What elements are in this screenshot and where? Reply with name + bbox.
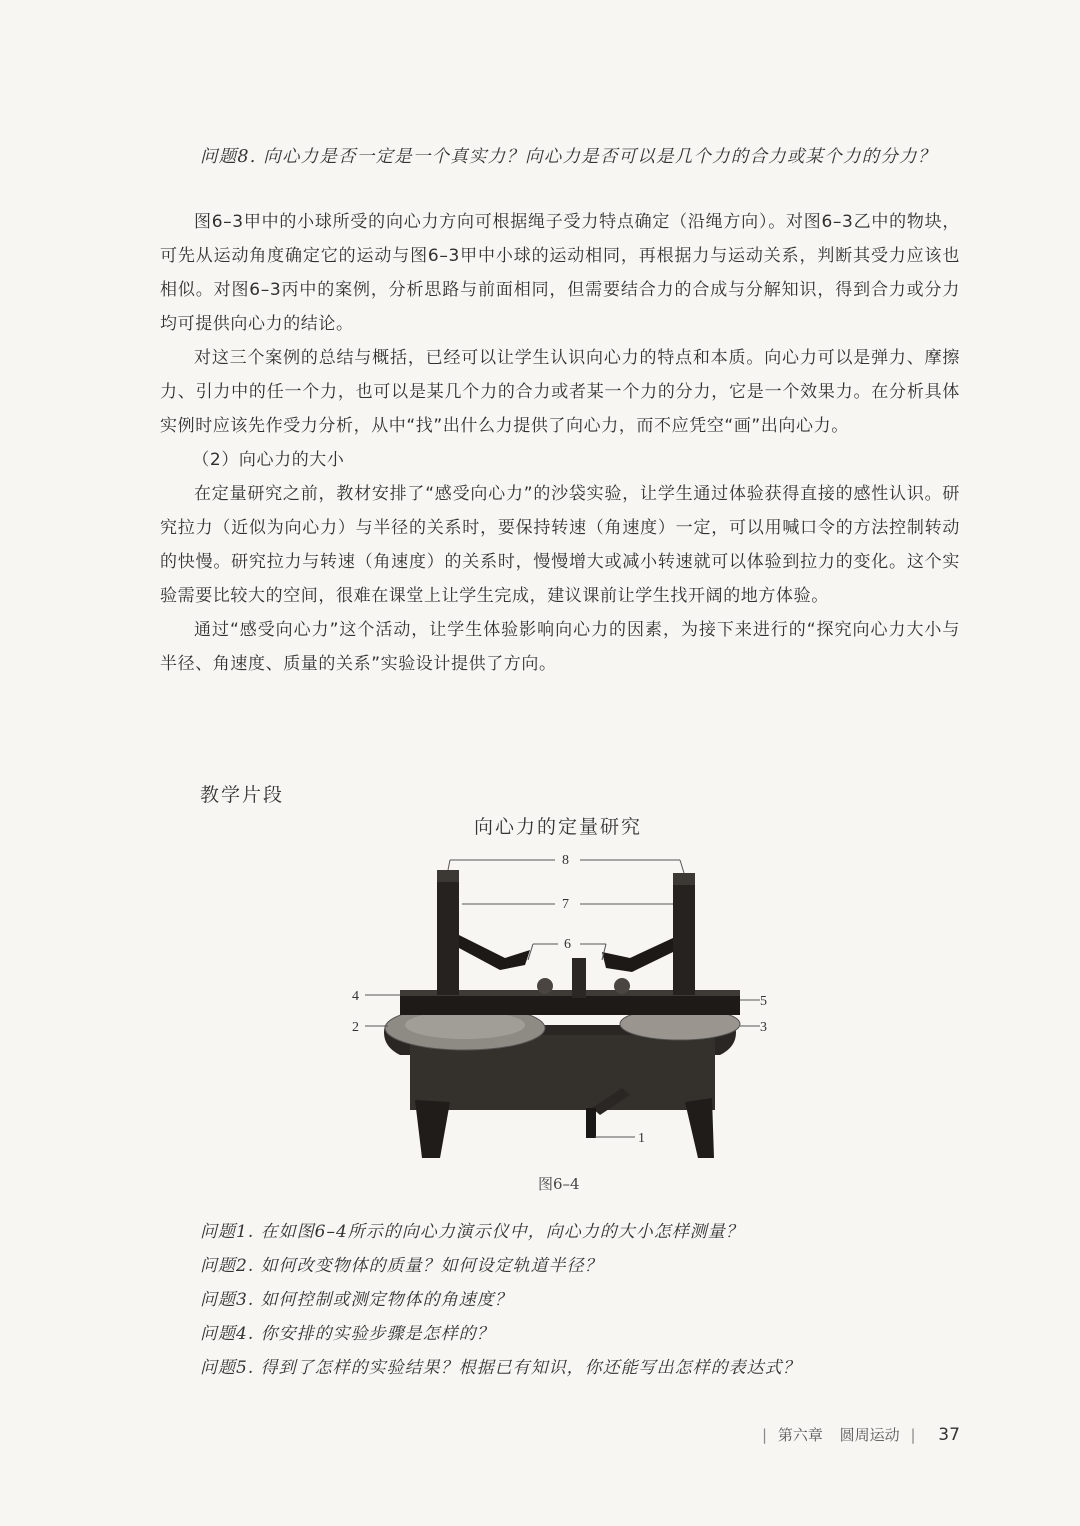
question-list bbox=[200, 1215, 960, 1385]
apparatus-figure bbox=[340, 840, 780, 1165]
figure-title: 向心力的定量研究 bbox=[474, 816, 643, 838]
ball-left bbox=[537, 978, 553, 994]
column-left bbox=[437, 870, 459, 995]
page-footer bbox=[756, 1424, 960, 1445]
column-right bbox=[673, 873, 695, 995]
segment-label: 教学片段 bbox=[200, 784, 285, 806]
crank-handle bbox=[586, 1108, 596, 1138]
track-bar bbox=[400, 995, 740, 1015]
subheading: （2）向心力的大小 bbox=[192, 450, 345, 470]
label-3: 3 bbox=[760, 1020, 767, 1035]
label-5: 5 bbox=[760, 994, 767, 1009]
section-name: 圆周运动 bbox=[839, 1426, 900, 1444]
arm-left bbox=[459, 935, 530, 970]
paragraph: 在定量研究之前，教材安排了“感受向心力”的沙袋实验，让学生通过体验获得直接的感性认识。研究拉力（近似为向心力）与半径的关系时，要保持转速（角速度）一定，可以用喊口令的方法控制转动的快慢。研究拉力与转速（角速度）的关系时，慢慢增大或减小转速就可以体验到拉力的变化。这个实验需要比较大的空间，很难在课堂上让学生完成，建议课前让学生找开阔的地方体验。 bbox=[160, 484, 960, 606]
center-post bbox=[572, 958, 586, 998]
paragraph: 对这三个案例的总结与概括，已经可以让学生认识向心力的特点和本质。向心力可以是弹力、摩擦力、引力中的任一个力，也可以是某几个力的合力或者某一个力的分力，它是一个效果力。在分析具体实例时应该先作受力分析，从中“找”出什么力提供了向心力，而不应凭空“画”出向心力。 bbox=[160, 348, 960, 436]
apparatus-leg-right bbox=[685, 1098, 714, 1158]
label-2: 2 bbox=[352, 1020, 359, 1035]
disc-left-inner bbox=[405, 1011, 525, 1039]
paragraph: 图6–3甲中的小球所受的向心力方向可根据绳子受力特点确定（沿绳方向）。对图6–3乙中的物块，可先从运动角度确定它的运动与图6–3甲中小球的运动相同，再根据力与运动关系，判断其受力应该也相似。对图6–3丙中的案例，分析思路与前面相同，但需要结合力的合成与分解知识，得到合力或分力均可提供向心力的结论。 bbox=[160, 212, 960, 334]
apparatus-leg-left bbox=[415, 1100, 450, 1158]
question-item: 问题3. 如何控制或测定物体的角速度？ bbox=[200, 1290, 513, 1310]
label-1: 1 bbox=[638, 1131, 645, 1146]
arm-right bbox=[602, 938, 673, 972]
question-item: 问题2. 如何改变物体的质量？如何设定轨道半径？ bbox=[200, 1256, 603, 1276]
ball-right bbox=[614, 978, 630, 994]
divider: | bbox=[762, 1426, 768, 1444]
question-item: 问题5. 得到了怎样的实验结果？根据已有知识，你还能写出怎样的表达式？ bbox=[200, 1358, 801, 1378]
chapter-name: 第六章 bbox=[777, 1426, 823, 1444]
label-6: 6 bbox=[564, 937, 571, 952]
divider: | bbox=[910, 1426, 916, 1444]
label-7: 7 bbox=[562, 897, 569, 912]
paragraph: 通过“感受向心力”这个活动，让学生体验影响向心力的因素，为接下来进行的“探究向心力大小与半径、角速度、质量的关系”实验设计提供了方向。 bbox=[160, 620, 960, 674]
question-item: 问题4. 你安排的实验步骤是怎样的？ bbox=[200, 1324, 495, 1344]
body-text bbox=[160, 205, 960, 681]
label-4: 4 bbox=[352, 989, 359, 1004]
question-8: 问题8. 向心力是否一定是一个真实力？向心力是否可以是几个力的合力或某个力的分力？ bbox=[200, 147, 937, 167]
label-8: 8 bbox=[562, 853, 569, 868]
column-right-top bbox=[673, 873, 695, 885]
figure-caption: 图6–4 bbox=[538, 1175, 580, 1193]
question-item: 问题1. 在如图6–4所示的向心力演示仪中，向心力的大小怎样测量？ bbox=[200, 1222, 744, 1242]
page-number: 37 bbox=[938, 1425, 960, 1445]
column-left-top bbox=[437, 870, 459, 882]
